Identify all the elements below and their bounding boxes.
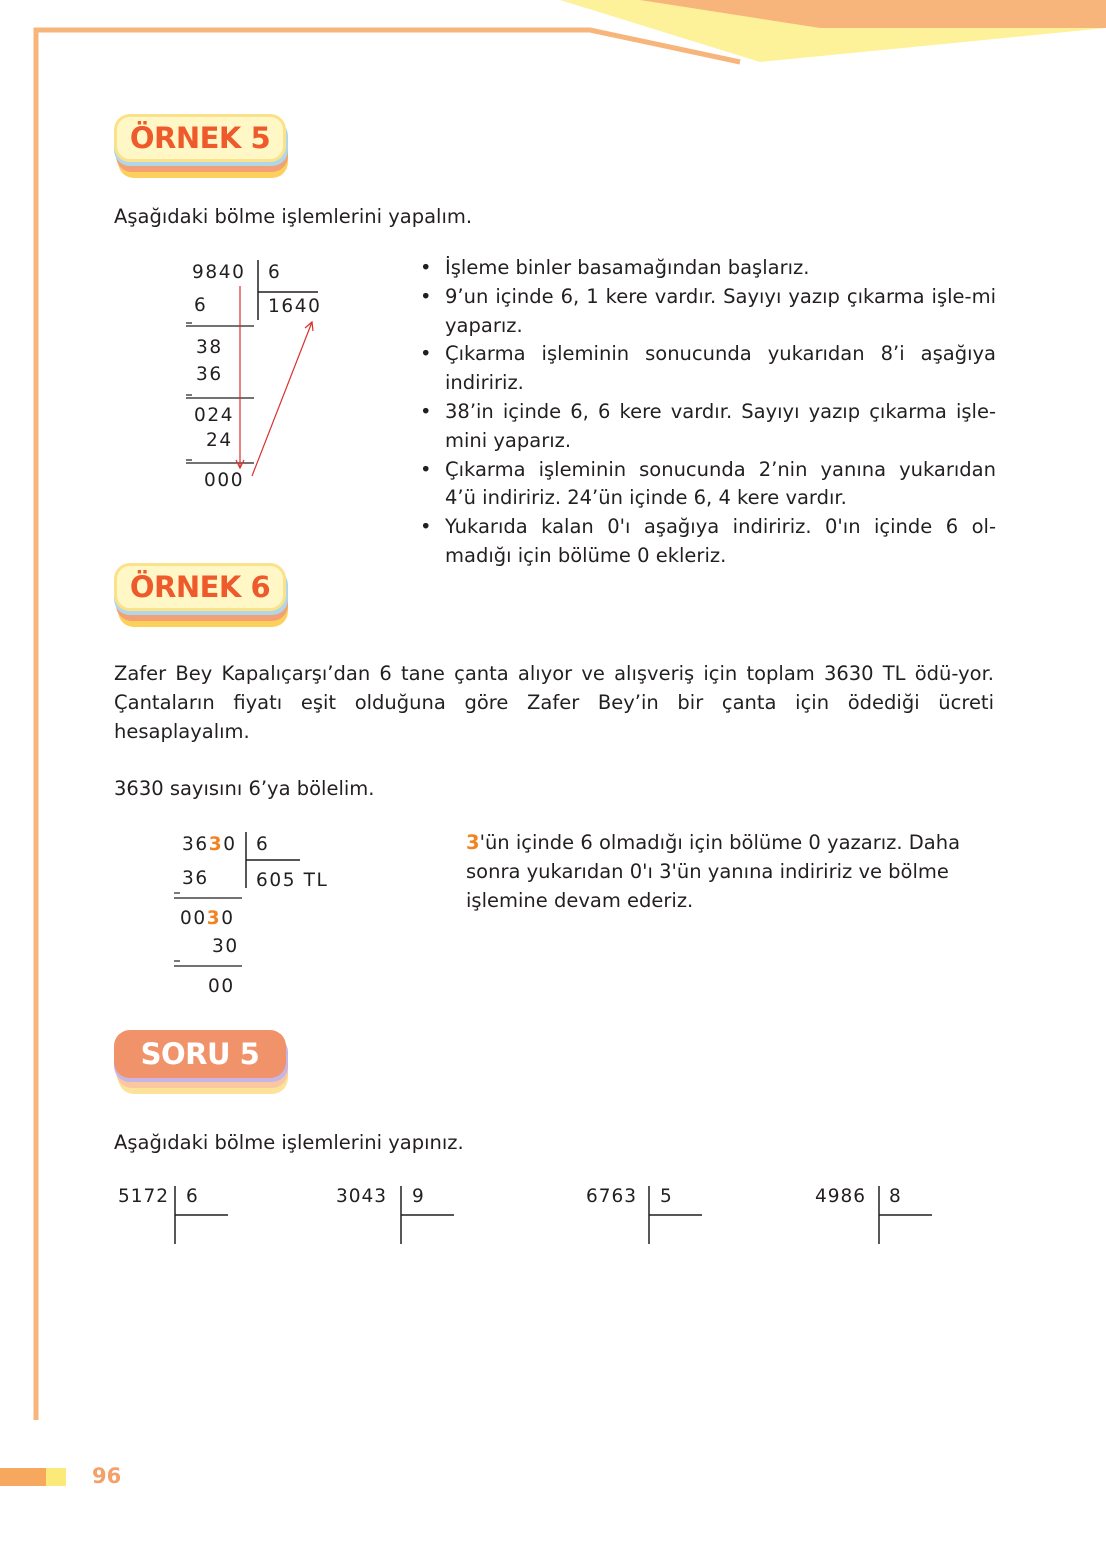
- division-dividend: 3630: [182, 834, 237, 855]
- division-step: 36: [182, 868, 209, 889]
- division-quotient: 605 TL: [256, 870, 329, 891]
- example6-explanation: 3'ün içinde 6 olmadığı için bölüme 0 yazarız. Daha sonra yukarıdan 0'ı 3'ün yanına indiririz ve bölme işlemine devam ederiz.: [466, 831, 961, 912]
- exercise-divisor: 9: [412, 1186, 424, 1207]
- division-step: 00: [208, 976, 235, 997]
- list-item: • Çıkarma işleminin sonucunda yukarıdan 8’i aşağıya indiririz.: [418, 340, 996, 398]
- list-item: • Yukarıda kalan 0'ı aşağıya indiririz. 0'ın içinde 6 ol-madığı için bölüme 0 ekleriz.: [418, 513, 996, 571]
- list-item: • İşleme binler basamağından başlarız.: [418, 254, 996, 283]
- page-number: 96: [92, 1464, 122, 1488]
- exercise-divisor: 8: [889, 1186, 901, 1207]
- list-item: • Çıkarma işleminin sonucunda 2’nin yanına yukarıdan 4’ü indiririz. 24’ün içinde 6, 4 kere vardır.: [418, 456, 996, 514]
- exercise-divisor: 6: [186, 1186, 198, 1207]
- division-step: 30: [212, 936, 239, 957]
- division-step: 38: [196, 337, 223, 358]
- example6-badge-label: ÖRNEK 6: [114, 563, 286, 611]
- division-divisor: 6: [268, 262, 282, 283]
- exercise-divisor: 5: [660, 1186, 672, 1207]
- division-quotient: 1640: [268, 296, 322, 317]
- division-divisor: 6: [256, 834, 270, 855]
- example6-problem: Zafer Bey Kapalıçarşı’dan 6 tane çanta alıyor ve alışveriş için toplam 3630 TL ödü-yor. Çantaların fiyatı eşit olduğuna göre Zafer Bey’in bir çanta için ödediği ücreti hesaplayalım.: [114, 662, 994, 743]
- division-step: 6: [194, 295, 208, 316]
- example6-instruction: 3630 sayısını 6’ya bölelim.: [114, 777, 375, 800]
- example5-badge-label: ÖRNEK 5: [114, 114, 286, 162]
- exercise-dividend: 6763: [586, 1186, 638, 1207]
- highlight-digit: 3: [466, 831, 480, 854]
- division-dividend: 9840: [192, 262, 246, 283]
- exercise-dividend: 4986: [815, 1186, 867, 1207]
- exercise-dividend: 5172: [118, 1186, 170, 1207]
- question5-badge-label: SORU 5: [114, 1030, 286, 1078]
- question5-instruction: Aşağıdaki bölme işlemlerini yapınız.: [114, 1131, 464, 1154]
- exercise-dividend: 3043: [336, 1186, 388, 1207]
- list-item: • 9’un içinde 6, 1 kere vardır. Sayıyı yazıp çıkarma işle-mi yaparız.: [418, 283, 996, 341]
- example5-instruction: Aşağıdaki bölme işlemlerini yapalım.: [114, 205, 473, 228]
- list-item: • 38’in içinde 6, 6 kere vardır. Sayıyı yazıp çıkarma işle-mini yaparız.: [418, 398, 996, 456]
- division-step: 000: [204, 470, 245, 491]
- division-step: 24: [206, 430, 233, 451]
- division-step: 36: [196, 364, 223, 385]
- division-step: 0030: [180, 908, 235, 929]
- division-step: 024: [194, 405, 235, 426]
